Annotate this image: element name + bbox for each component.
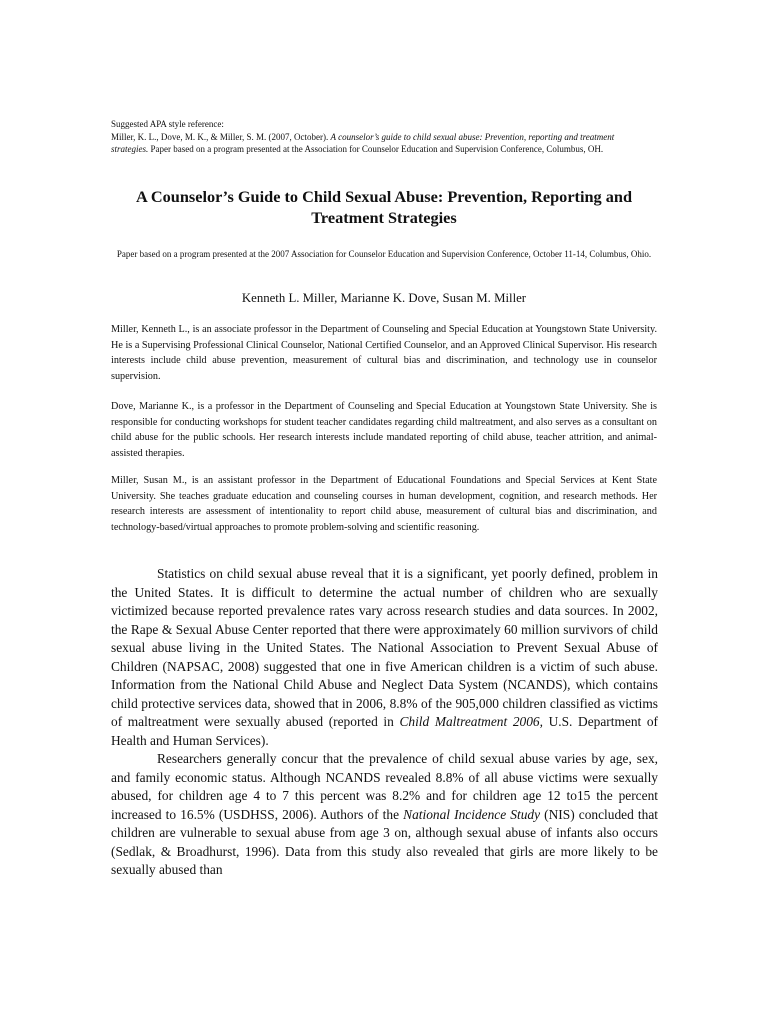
body-paragraph [111, 750, 658, 880]
apa-reference [111, 118, 651, 156]
study-title: National Incidence Study [403, 806, 541, 822]
body-text-run: Statistics on child sexual abuse reveal that it is a significant, yet poorly defined, problem in the United States. It is difficult to determine the actual number of children who are sexually victimized because reported prevalence rates vary across research studies and data sources. In 2002, the Rape & Sexual Abuse Center reported that there were approximately 60 million survivors of child sexual abuse living in the United States. The National Association to Prevent Sexual Abuse of Children (NAPSAC, 2008) suggested that one in five American children is a victim of such abuse. Information from the National Child Abuse and Neglect Data System (NCANDS), which contains child protective services data, showed that in 2006, 8.8% of the 905,000 children classified as victims of maltreatment were sexually abused (reported in [111, 566, 658, 729]
document-title: A Counselor’s Guide to Child Sexual Abuse: Prevention, Reporting and Treatment Strategies [135, 187, 633, 227]
author-bio-marianne-dove: Dove, Marianne K., is a professor in the Department of Counseling and Special Education at Youngstown State University. She is responsible for conducting workshops for student teacher candidates regarding child maltreatment, and also serves as a consultant on child abuse for the public schools. Her research interests include mandated reporting of child abuse, teacher attrition, and animal-assisted therapies. [111, 401, 657, 459]
citation-authors: Miller, K. L., Dove, M. K., & Miller, S. M. (2007, October). [111, 131, 329, 142]
reference-citation [111, 131, 651, 156]
reference-heading: Suggested APA style reference: [111, 119, 224, 129]
author-line: Kenneth L. Miller, Marianne K. Dove, Susan M. Miller [241, 291, 527, 305]
body-paragraph [111, 565, 658, 750]
body-text-run: Researchers generally concur that the prevalence of child sexual abuse varies by age, sex, and family economic status. Although NCANDS revealed 8.8% of all abuse victims were sexually abused, for children age 4 to 7 this percent was 8.2% and for children age 12 to15 the percent increased to 16.5% (USDHSS, 2006). Authors of the [111, 751, 658, 822]
body-text [111, 565, 658, 880]
citation-title: A counselor’s guide to child sexual abuse: Prevention, reporting and treatment strategies. [111, 131, 615, 154]
body-text-run: (NIS) concluded that children are vulnerable to sexual abuse from age 3 on, although sexual abuse of infants also occurs (Sedlak, & Broadhurst, 1996). Data from this study also revealed that girls are more likely to be sexually abused than [111, 806, 658, 877]
author-bio-susan-miller: Miller, Susan M., is an assistant professor in the Department of Educational Foundations and Special Services at Kent State University. She teaches graduate education and counseling courses in human development, cognition, and research methods. Her research interests are assessment of intentionality to report child abuse, measurement of cultural bias and discrimination, and technology-based/virtual approaches to promote problem-solving and scientific reasoning. [111, 475, 657, 533]
author-bio-kenneth-miller: Miller, Kenneth L., is an associate professor in the Department of Counseling and Special Education at Youngstown State University. He is a Supervising Professional Clinical Counselor, National Certified Counselor, and an Approved Clinical Supervisor. His research interests include child abuse prevention, measurement of cultural bias and discrimination, and technology use in counselor supervision. [111, 324, 657, 382]
conference-note: Paper based on a program presented at the 2007 Association for Counselor Education and Supervision Conference, October 11-14, Columbus, Ohio. [116, 249, 652, 259]
citation-source: Paper based on a program presented at the Association for Counselor Education and Supervision Conference, Columbus, OH. [150, 144, 604, 154]
body-text-run: U.S. Department of Health and Human Services). [111, 714, 658, 748]
publication-title: Child Maltreatment 2006, [399, 714, 543, 729]
